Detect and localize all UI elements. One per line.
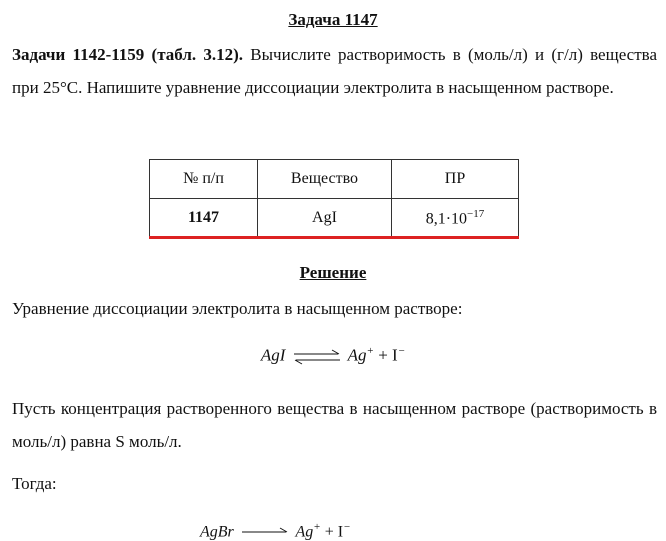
- eq-reactant: AgI: [260, 345, 286, 365]
- eq2-reactant: AgBr: [200, 523, 234, 541]
- task-range: Задачи 1142-1159 (табл. 3.12).: [12, 45, 244, 64]
- header-number: № п/п: [150, 160, 258, 199]
- eq2-plus: + I: [324, 523, 344, 541]
- task-statement: [12, 38, 657, 104]
- pr-mantissa: 8,1·10: [425, 210, 468, 228]
- pr-exponent: −17: [467, 207, 485, 220]
- solubility-definition: Пусть концентрация растворенного вещества в насыщенном растворе (растворимость в моль/л) равна S моль/л.: [12, 399, 657, 451]
- dissociation-equation: [0, 345, 666, 366]
- table-row: [150, 199, 519, 238]
- cell-substance: AgI: [258, 199, 392, 238]
- then-label: Тогда:: [12, 474, 57, 493]
- dissociation-intro: Уравнение диссоциации электролита в насыщенном растворе:: [12, 299, 463, 318]
- eq2-ion2-charge: −: [343, 521, 351, 533]
- red-underline: [149, 236, 519, 239]
- table-header-row: [150, 160, 519, 199]
- cell-pr: [392, 199, 519, 238]
- equilibrium-arrows-icon: [292, 349, 342, 365]
- equilibrium-arrows-icon: [240, 527, 290, 539]
- eq-ion1-charge: +: [366, 345, 374, 357]
- eq-ion1: Ag: [347, 345, 367, 365]
- header-substance: Вещество: [258, 160, 392, 199]
- data-table: [149, 159, 519, 238]
- eq2-ion1-charge: +: [313, 521, 321, 533]
- task-title: Задача 1147: [288, 10, 378, 29]
- equation-2: [200, 521, 351, 541]
- eq2-ion1: Ag: [295, 523, 314, 541]
- header-pr: ПР: [392, 160, 519, 199]
- task-text: Вычислите растворимость в (моль/л) и (г/л) вещества при 25°C. Напишите уравнение диссоциации электролита в насыщенном растворе.: [12, 45, 657, 97]
- cell-number: 1147: [150, 199, 258, 238]
- eq-plus: + I: [378, 345, 398, 365]
- solution-heading: Решение: [299, 263, 367, 282]
- eq-ion2-charge: −: [397, 345, 406, 357]
